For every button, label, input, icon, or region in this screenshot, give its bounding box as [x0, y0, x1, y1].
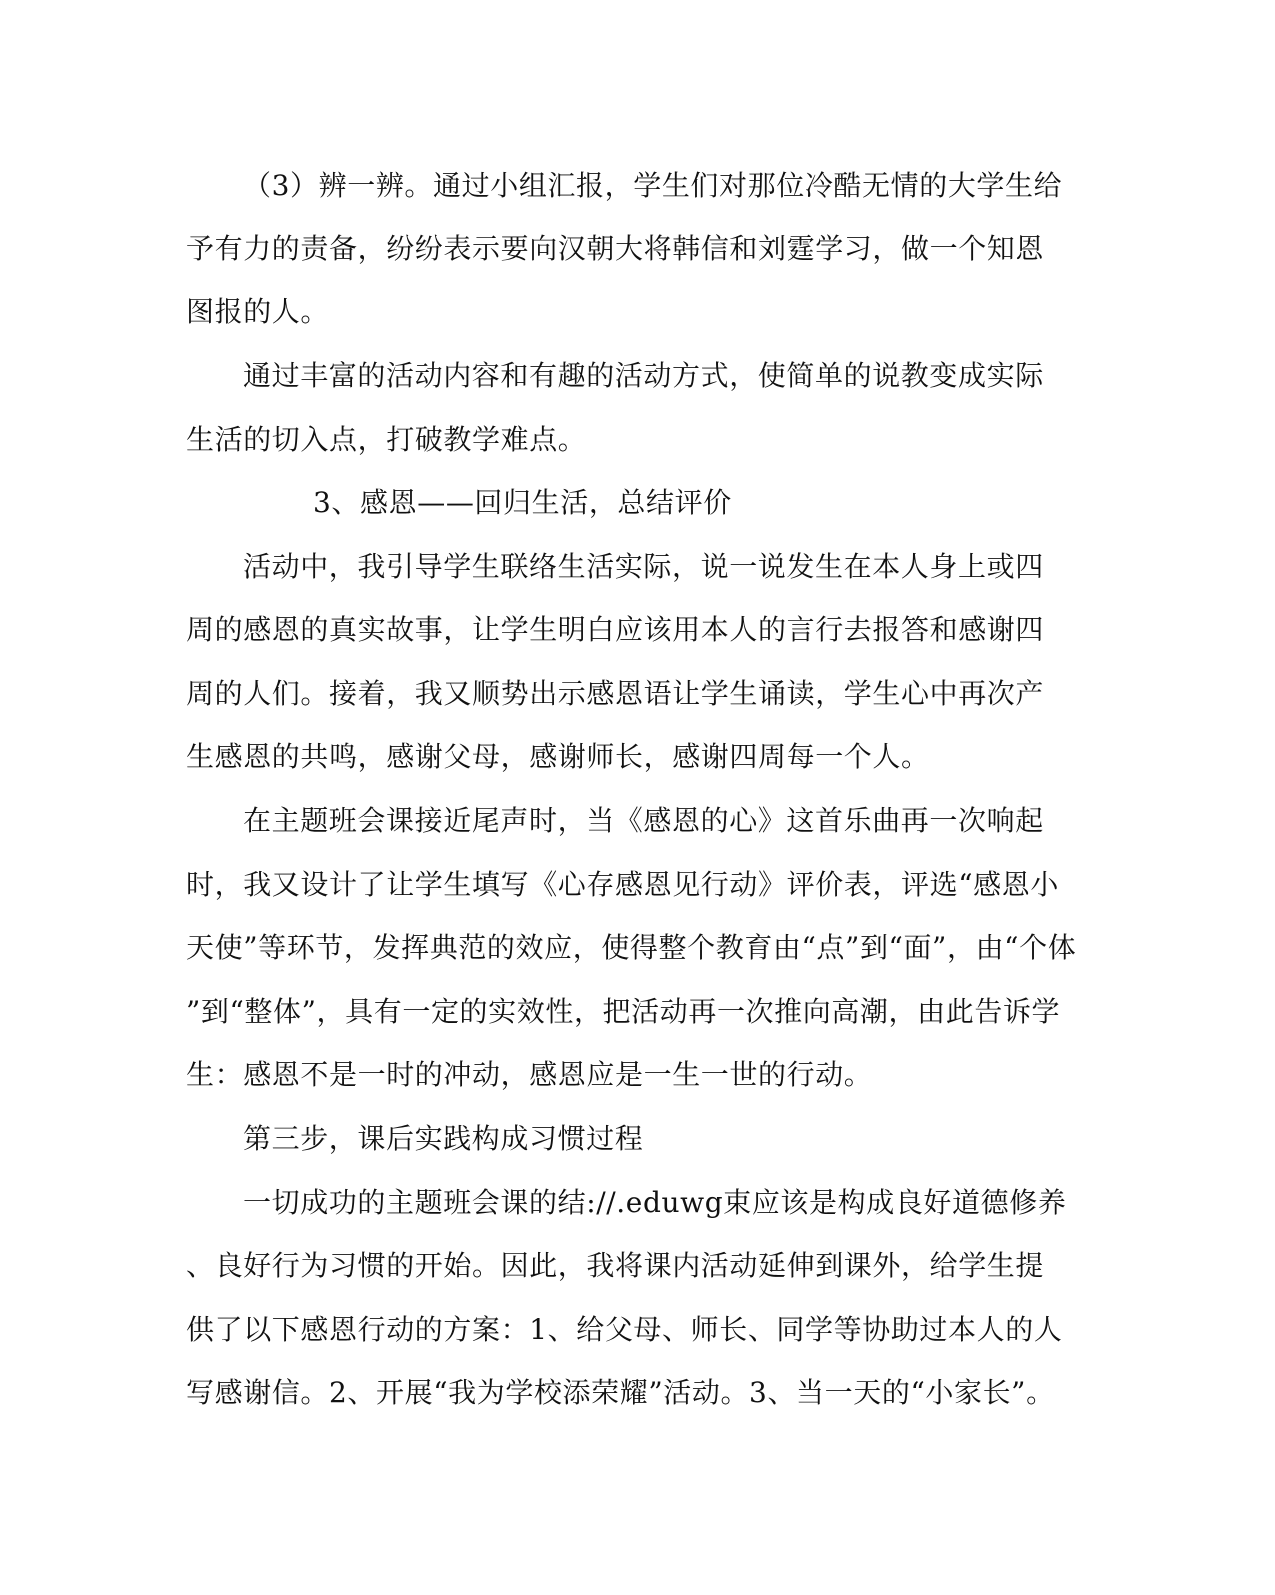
- paragraph-line: 、良好行为习惯的开始。因此，我将课内活动延伸到课外，给学生提: [186, 1249, 1045, 1282]
- paragraph-line: 在主题班会课接近尾声时，当《感恩的心》这首乐曲再一次响起: [243, 804, 1044, 837]
- paragraph-line: 周的人们。接着，我又顺势出示感恩语让学生诵读，学生心中再次产: [186, 677, 1045, 710]
- paragraph-line: 生活的切入点，打破教学难点。: [186, 423, 587, 456]
- paragraph-line: （3）辨一辨。通过小组汇报，学生们对那位冷酷无情的大学生给: [243, 169, 1063, 202]
- paragraph-line: ”到“整体”，具有一定的实效性，把活动再一次推向高潮，由此告诉学: [186, 995, 1061, 1028]
- paragraph-line: 图报的人。: [186, 295, 330, 328]
- paragraph-line: 时，我又设计了让学生填写《心存感恩见行动》评价表，评选“感恩小: [186, 868, 1059, 901]
- paragraph-line: 生感恩的共鸣，感谢父母，感谢师长，感谢四周每一个人。: [186, 740, 930, 773]
- paragraph-line: 供了以下感恩行动的方案：1、给父母、师长、同学等协助过本人的人: [186, 1313, 1063, 1346]
- paragraph-line: 生：感恩不是一时的冲动，感恩应是一生一世的行动。: [186, 1058, 873, 1091]
- paragraph-line: 活动中，我引导学生联络生活实际，说一说发生在本人身上或四: [243, 550, 1044, 583]
- paragraph-line: 一切成功的主题班会课的结://.eduwg束应该是构成良好道德修养: [243, 1186, 1067, 1219]
- paragraph-line: 天使”等环节，发挥典范的效应，使得整个教育由“点”到“面”，由“个体: [186, 931, 1077, 964]
- paragraph-line: 予有力的责备，纷纷表示要向汉朝大将韩信和刘霆学习，做一个知恩: [186, 232, 1045, 265]
- paragraph-line: 写感谢信。2、开展“我为学校添荣耀”活动。3、当一天的“小家长”。: [186, 1376, 1055, 1409]
- paragraph-line: 周的感恩的真实故事，让学生明白应该用本人的言行去报答和感谢四: [186, 613, 1045, 646]
- section-heading: 3、感恩——回归生活，总结评价: [313, 486, 732, 519]
- paragraph-line: 通过丰富的活动内容和有趣的活动方式，使简单的说教变成实际: [243, 359, 1044, 392]
- section-heading: 第三步，课后实践构成习惯过程: [243, 1122, 644, 1155]
